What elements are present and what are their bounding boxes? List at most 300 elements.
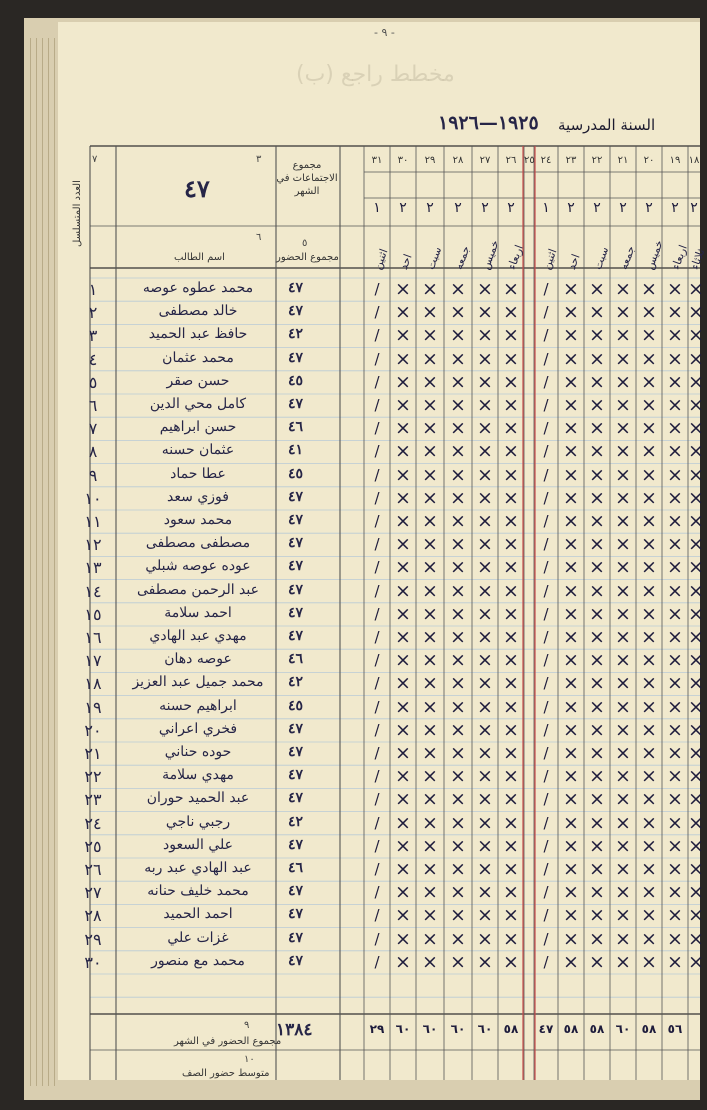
attendance-x-mark: ×	[422, 417, 438, 440]
attendance-x-mark: ×	[477, 417, 493, 440]
attendance-x-mark: ×	[641, 510, 657, 532]
attendance-slash-mark: /	[543, 883, 549, 902]
attendance-slash-mark: /	[374, 813, 380, 832]
attendance-x-mark: ×	[641, 649, 657, 672]
day-meeting-count: ١	[373, 200, 381, 216]
attendance-x-mark: ×	[477, 486, 493, 509]
attendance-total: ٤٥	[288, 465, 304, 482]
attendance-x-mark: ×	[563, 834, 579, 857]
attendance-total: ٤٥	[288, 372, 304, 389]
attendance-total: ٤٧	[288, 396, 304, 412]
day-meeting-count: ٢	[567, 200, 575, 216]
attendance-x-mark: ×	[615, 301, 631, 324]
attendance-x-mark: ×	[450, 556, 466, 579]
row-serial: ٢٥	[84, 836, 102, 856]
attendance-x-mark: ×	[395, 950, 411, 973]
attendance-x-mark: ×	[667, 742, 683, 764]
attendance-x-mark: ×	[450, 324, 466, 347]
student-name: عبد الحميد حوران	[146, 790, 250, 807]
attendance-x-mark: ×	[641, 834, 657, 857]
attendance-slash-mark: /	[543, 488, 549, 507]
attendance-x-mark: ×	[563, 695, 579, 718]
attendance-x-mark: ×	[395, 811, 411, 834]
attendance-total: ٤٧	[288, 488, 304, 505]
attendance-x-mark: ×	[563, 486, 579, 509]
weekday-name: سبت	[424, 245, 445, 272]
day-attendance-total: ٥٨	[503, 1022, 519, 1036]
attendance-x-mark: ×	[615, 788, 631, 811]
student-name: محمد خليف حنانه	[147, 883, 249, 900]
attendance-x-mark: ×	[667, 556, 683, 579]
day-number: ١٩	[669, 155, 681, 166]
attendance-x-mark: ×	[641, 950, 657, 973]
student-name: حسن صقر	[166, 372, 230, 389]
attendance-x-mark: ×	[589, 950, 605, 973]
attendance-x-mark: ×	[395, 858, 411, 880]
attendance-total: ٤٧	[288, 790, 304, 807]
attendance-x-mark: ×	[641, 626, 657, 648]
attendance-x-mark: ×	[667, 811, 683, 834]
weekday-name: اربعاء	[505, 243, 526, 272]
attendance-x-mark: ×	[641, 695, 657, 718]
attendance-slash-mark: /	[374, 604, 380, 623]
attendance-x-mark: ×	[589, 834, 605, 857]
attendance-x-mark: ×	[688, 765, 704, 788]
row-serial: ١٤	[84, 581, 102, 601]
student-name: مصطفى مصطفى	[145, 535, 251, 552]
attendance-x-mark: ×	[667, 533, 683, 556]
weekday-name: جمعه	[452, 244, 473, 272]
attendance-slash-mark: /	[543, 280, 549, 298]
attendance-total: ٤٢	[288, 813, 304, 830]
student-name: عثمان حسنه	[161, 442, 235, 459]
attendance-x-mark: ×	[667, 626, 683, 648]
row-serial: ٢٢	[84, 767, 102, 787]
attendance-x-mark: ×	[503, 904, 519, 927]
attendance-slash-mark: /	[543, 836, 549, 855]
attendance-x-mark: ×	[563, 927, 579, 950]
day-meeting-count: ٢	[507, 200, 515, 216]
attendance-x-mark: ×	[589, 278, 605, 300]
attendance-total: ٤٧	[288, 581, 304, 598]
attendance-slash-mark: /	[543, 813, 549, 832]
attendance-slash-mark: /	[543, 349, 549, 368]
attendance-slash-mark: /	[543, 512, 549, 530]
day-meeting-count: ٢	[399, 200, 407, 216]
attendance-x-mark: ×	[477, 301, 493, 324]
attendance-slash-mark: /	[543, 628, 549, 646]
attendance-slash-mark: /	[374, 280, 380, 298]
student-name: عوصه دهان	[164, 651, 232, 668]
attendance-x-mark: ×	[395, 394, 411, 416]
serial-col-number: ٧	[92, 154, 98, 165]
row-serial: ٢١	[84, 744, 102, 763]
attendance-x-mark: ×	[641, 533, 657, 556]
attendance-x-mark: ×	[450, 950, 466, 973]
attendance-x-mark: ×	[589, 440, 605, 463]
attendance-x-mark: ×	[450, 347, 466, 370]
day-attendance-total: ٥٨	[641, 1022, 657, 1036]
attendance-x-mark: ×	[450, 695, 466, 718]
attendance-x-mark: ×	[395, 904, 411, 927]
attendance-slash-mark: /	[543, 952, 549, 971]
row-serial: ٢	[88, 303, 98, 323]
attendance-x-mark: ×	[688, 927, 704, 950]
weekday-name: جمعه	[617, 244, 638, 272]
attendance-x-mark: ×	[641, 858, 657, 880]
attendance-x-mark: ×	[667, 486, 683, 509]
name-col-label: اسم الطالب	[174, 252, 225, 263]
attendance-x-mark: ×	[667, 881, 683, 904]
attendance-x-mark: ×	[589, 811, 605, 834]
attendance-x-mark: ×	[450, 718, 466, 741]
row-serial: ١١	[84, 512, 102, 531]
attendance-x-mark: ×	[688, 301, 704, 324]
attendance-x-mark: ×	[450, 742, 466, 764]
attendance-x-mark: ×	[477, 347, 493, 370]
attendance-x-mark: ×	[641, 788, 657, 811]
day-attendance-total: ٦٠	[477, 1022, 493, 1036]
attendance-x-mark: ×	[688, 347, 704, 370]
attendance-x-mark: ×	[589, 347, 605, 370]
attendance-x-mark: ×	[688, 904, 704, 927]
month-meetings-handwritten: ٤٧	[184, 174, 210, 203]
attendance-x-mark: ×	[641, 718, 657, 741]
attendance-x-mark: ×	[667, 834, 683, 857]
attendance-x-mark: ×	[477, 649, 493, 672]
day-attendance-total: ٤٧	[538, 1022, 554, 1036]
attendance-slash-mark: /	[374, 952, 380, 971]
attendance-x-mark: ×	[450, 649, 466, 672]
attendance-x-mark: ×	[395, 463, 411, 486]
attendance-slash-mark: /	[374, 883, 380, 902]
attendance-x-mark: ×	[503, 881, 519, 904]
attendance-total: ٤٧	[288, 883, 304, 900]
attendance-x-mark: ×	[688, 672, 704, 695]
attendance-x-mark: ×	[667, 579, 683, 602]
attendance-slash-mark: /	[374, 396, 380, 414]
attendance-x-mark: ×	[667, 301, 683, 324]
weekday-name: احد	[397, 252, 415, 272]
attendance-x-mark: ×	[563, 556, 579, 579]
attendance-x-mark: ×	[395, 579, 411, 602]
attendance-x-mark: ×	[641, 556, 657, 579]
attendance-x-mark: ×	[641, 881, 657, 904]
attendance-slash-mark: /	[374, 512, 380, 530]
day-attendance-total: ٦٠	[615, 1022, 631, 1036]
attendance-x-mark: ×	[641, 486, 657, 509]
attendance-x-mark: ×	[422, 672, 438, 695]
attendance-x-mark: ×	[589, 394, 605, 416]
attendance-x-mark: ×	[503, 718, 519, 741]
attendance-x-mark: ×	[615, 811, 631, 834]
attendance-x-mark: ×	[477, 904, 493, 927]
attendance-x-mark: ×	[615, 370, 631, 393]
row-serial: ٢٦	[84, 860, 102, 879]
attendance-slash-mark: /	[374, 674, 380, 693]
attendance-x-mark: ×	[667, 695, 683, 718]
attendance-x-mark: ×	[667, 347, 683, 370]
student-name: حافظ عبد الحميد	[148, 326, 248, 343]
attendance-x-mark: ×	[615, 324, 631, 347]
attendance-x-mark: ×	[615, 579, 631, 602]
attendance-x-mark: ×	[477, 626, 493, 648]
student-name: علي السعود	[163, 836, 233, 853]
attendance-x-mark: ×	[422, 765, 438, 788]
row-serial: ١٥	[84, 604, 102, 624]
attendance-slash-mark: /	[543, 303, 549, 322]
attendance-x-mark: ×	[450, 533, 466, 556]
day-number: ٢٣	[565, 155, 577, 166]
attendance-x-mark: ×	[641, 370, 657, 393]
attendance-slash-mark: /	[543, 326, 549, 345]
attendance-x-mark: ×	[395, 347, 411, 370]
student-name: محمد جميل عبد العزيز	[132, 674, 264, 691]
attendance-x-mark: ×	[615, 463, 631, 486]
attendance-x-mark: ×	[503, 510, 519, 532]
student-name: محمد مع منصور	[151, 952, 245, 969]
row-serial: ٤	[88, 349, 98, 369]
attendance-x-mark: ×	[667, 950, 683, 973]
attendance-x-mark: ×	[615, 533, 631, 556]
attendance-x-mark: ×	[450, 626, 466, 648]
attendance-x-mark: ×	[615, 858, 631, 880]
day-number: ١٨	[688, 155, 700, 166]
attendance-x-mark: ×	[589, 672, 605, 695]
attendance-x-mark: ×	[667, 927, 683, 950]
attendance-x-mark: ×	[503, 858, 519, 880]
attendance-x-mark: ×	[477, 463, 493, 486]
attendance-x-mark: ×	[563, 510, 579, 532]
attendance-x-mark: ×	[450, 927, 466, 950]
day-number: ٢٨	[452, 155, 464, 166]
attendance-x-mark: ×	[563, 811, 579, 834]
row-serial: ٢٩	[84, 929, 102, 949]
attendance-x-mark: ×	[615, 626, 631, 648]
attendance-x-mark: ×	[563, 370, 579, 393]
attendance-x-mark: ×	[477, 834, 493, 857]
attendance-x-mark: ×	[589, 742, 605, 764]
attendance-x-mark: ×	[641, 301, 657, 324]
row-serial: ١٣	[84, 558, 102, 578]
attendance-x-mark: ×	[563, 649, 579, 672]
attendance-x-mark: ×	[503, 324, 519, 347]
attendance-total: ٤٧	[288, 349, 304, 366]
attendance-x-mark: ×	[450, 765, 466, 788]
attendance-col-number: ٥	[302, 238, 308, 249]
attendance-x-mark: ×	[688, 579, 704, 602]
attendance-x-mark: ×	[422, 278, 438, 300]
attendance-total: ٤٧	[288, 929, 304, 946]
attendance-x-mark: ×	[641, 765, 657, 788]
day-meeting-count: ٢	[645, 200, 653, 216]
day-meeting-count: ٢	[481, 200, 489, 216]
ledger-page	[58, 22, 707, 1080]
attendance-x-mark: ×	[503, 486, 519, 509]
attendance-x-mark: ×	[641, 602, 657, 625]
attendance-x-mark: ×	[477, 881, 493, 904]
attendance-total: ٤٧	[288, 303, 304, 320]
attendance-x-mark: ×	[503, 742, 519, 764]
attendance-x-mark: ×	[641, 811, 657, 834]
attendance-x-mark: ×	[563, 881, 579, 904]
attendance-x-mark: ×	[395, 324, 411, 347]
attendance-x-mark: ×	[477, 950, 493, 973]
attendance-x-mark: ×	[688, 394, 704, 416]
attendance-x-mark: ×	[477, 602, 493, 625]
attendance-x-mark: ×	[667, 463, 683, 486]
attendance-x-mark: ×	[563, 718, 579, 741]
attendance-x-mark: ×	[563, 440, 579, 463]
attendance-x-mark: ×	[688, 788, 704, 811]
attendance-x-mark: ×	[395, 718, 411, 741]
attendance-x-mark: ×	[563, 324, 579, 347]
attendance-x-mark: ×	[477, 370, 493, 393]
attendance-x-mark: ×	[450, 394, 466, 416]
student-name: كامل محي الدين	[149, 396, 247, 412]
row-serial: ٣٠	[84, 952, 102, 972]
day-meeting-count: ١	[542, 200, 550, 216]
attendance-x-mark: ×	[422, 695, 438, 718]
attendance-x-mark: ×	[641, 417, 657, 440]
attendance-x-mark: ×	[589, 626, 605, 648]
student-name: عبد الرحمن مصطفى	[137, 581, 259, 598]
student-name: احمد الحميد	[163, 906, 233, 923]
student-name: غزات علي	[167, 929, 229, 946]
attendance-x-mark: ×	[503, 672, 519, 695]
attendance-x-mark: ×	[615, 718, 631, 741]
attendance-total: ٤٧	[288, 280, 304, 296]
attendance-x-mark: ×	[422, 788, 438, 811]
attendance-x-mark: ×	[395, 417, 411, 440]
attendance-x-mark: ×	[688, 649, 704, 672]
attendance-x-mark: ×	[450, 672, 466, 695]
attendance-slash-mark: /	[543, 860, 549, 878]
attendance-x-mark: ×	[477, 718, 493, 741]
attendance-x-mark: ×	[615, 765, 631, 788]
attendance-total: ٤٧	[288, 558, 304, 575]
row-serial: ٢٤	[84, 813, 102, 833]
attendance-x-mark: ×	[563, 950, 579, 973]
attendance-slash-mark: /	[374, 720, 380, 739]
attendance-x-mark: ×	[667, 649, 683, 672]
attendance-x-mark: ×	[589, 510, 605, 532]
row-serial: ٨	[88, 442, 98, 462]
attendance-slash-mark: /	[543, 396, 549, 414]
attendance-total: ٤٦	[288, 419, 304, 436]
name-label-number: ٦	[256, 232, 262, 243]
row-serial: ٢٧	[84, 883, 102, 903]
row-serial: ٧	[88, 419, 98, 439]
attendance-slash-mark: /	[374, 929, 380, 948]
attendance-x-mark: ×	[477, 695, 493, 718]
attendance-x-mark: ×	[615, 510, 631, 532]
attendance-x-mark: ×	[667, 324, 683, 347]
day-meeting-count: ٢	[426, 200, 434, 216]
attendance-slash-mark: /	[374, 628, 380, 646]
attendance-x-mark: ×	[688, 695, 704, 718]
attendance-x-mark: ×	[422, 834, 438, 857]
row-serial: ١٧	[84, 651, 102, 671]
attendance-x-mark: ×	[615, 440, 631, 463]
attendance-x-mark: ×	[563, 278, 579, 300]
attendance-x-mark: ×	[450, 463, 466, 486]
attendance-x-mark: ×	[615, 556, 631, 579]
attendance-total: ٤٧	[288, 906, 304, 923]
weekday-name: احد	[565, 252, 583, 272]
attendance-slash-mark: /	[374, 372, 380, 391]
attendance-x-mark: ×	[615, 394, 631, 416]
weekday-name: اربعاء	[669, 243, 690, 272]
student-name: مهدي سلامة	[162, 767, 234, 784]
attendance-x-mark: ×	[589, 927, 605, 950]
attendance-x-mark: ×	[667, 718, 683, 741]
attendance-x-mark: ×	[667, 510, 683, 532]
attendance-x-mark: ×	[641, 278, 657, 300]
attendance-slash-mark: /	[374, 419, 380, 438]
attendance-total: ٤٧	[288, 535, 304, 552]
attendance-x-mark: ×	[667, 602, 683, 625]
attendance-slash-mark: /	[374, 326, 380, 345]
attendance-total: ٤٢	[288, 674, 304, 691]
attendance-x-mark: ×	[615, 927, 631, 950]
attendance-x-mark: ×	[589, 788, 605, 811]
attendance-x-mark: ×	[450, 278, 466, 300]
attendance-x-mark: ×	[641, 324, 657, 347]
attendance-x-mark: ×	[688, 742, 704, 764]
attendance-slash-mark: /	[543, 929, 549, 948]
attendance-x-mark: ×	[503, 834, 519, 857]
attendance-total: ٤٦	[288, 860, 304, 876]
day-attendance-total: ٦٠	[450, 1022, 466, 1036]
attendance-x-mark: ×	[667, 904, 683, 927]
attendance-x-mark: ×	[667, 858, 683, 880]
day-attendance-total: ٦٠	[395, 1022, 411, 1036]
attendance-total: ٤٢	[288, 326, 304, 343]
attendance-x-mark: ×	[563, 742, 579, 764]
attendance-x-mark: ×	[450, 486, 466, 509]
attendance-total: ٤٧	[288, 836, 304, 853]
attendance-x-mark: ×	[563, 394, 579, 416]
attendance-x-mark: ×	[477, 278, 493, 300]
attendance-x-mark: ×	[477, 858, 493, 880]
school-year-value: ١٩٢٥—١٩٢٦	[438, 112, 539, 134]
attendance-x-mark: ×	[641, 440, 657, 463]
attendance-x-mark: ×	[641, 672, 657, 695]
attendance-x-mark: ×	[688, 881, 704, 904]
attendance-x-mark: ×	[563, 417, 579, 440]
student-name: عوده عوصه شبلي	[145, 558, 251, 575]
attendance-x-mark: ×	[688, 370, 704, 393]
attendance-slash-mark: /	[543, 674, 549, 693]
attendance-x-mark: ×	[563, 533, 579, 556]
attendance-x-mark: ×	[641, 742, 657, 764]
attendance-slash-mark: /	[374, 535, 380, 554]
attendance-slash-mark: /	[543, 581, 549, 600]
attendance-x-mark: ×	[477, 324, 493, 347]
attendance-x-mark: ×	[503, 533, 519, 556]
attendance-x-mark: ×	[422, 556, 438, 579]
day-meeting-count: ٢	[593, 200, 601, 216]
student-name: عطا حماد	[170, 465, 226, 482]
attendance-slash-mark: /	[543, 465, 549, 484]
attendance-x-mark: ×	[422, 370, 438, 393]
attendance-x-mark: ×	[503, 347, 519, 370]
student-name: خالد مصطفى	[158, 303, 238, 320]
attendance-x-mark: ×	[477, 927, 493, 950]
attendance-x-mark: ×	[422, 718, 438, 741]
attendance-x-mark: ×	[688, 417, 704, 440]
